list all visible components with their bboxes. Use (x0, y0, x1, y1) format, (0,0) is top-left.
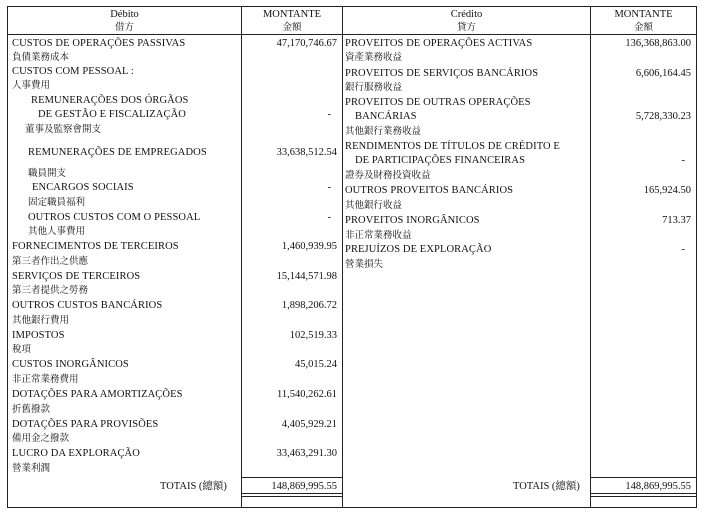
debit-label: REMUNERAÇÕES DE EMPREGADOS (28, 147, 207, 158)
credit-label: BANCÁRIAS (355, 111, 417, 122)
credit-label: DE PARTICIPAÇÕES FINANCEIRAS (355, 155, 526, 166)
credit-header (343, 8, 590, 34)
totals-bottom-line (590, 496, 696, 497)
credit-label: PROVEITOS DE SERVIÇOS BANCÁRIOS (345, 68, 539, 79)
debit-totals-label: TOTAIS (總額) (160, 481, 227, 492)
credit-label-zh: 資產業務收益 (345, 52, 403, 63)
debit-amount: 1,460,939.95 (281, 241, 337, 252)
debit-label-zh: 其他人事費用 (28, 226, 86, 237)
credit-amount: 6,606,164.45 (635, 68, 691, 79)
credit-amount: 5,728,330.23 (635, 111, 691, 122)
debit-label: OUTROS CUSTOS BANCÁRIOS (12, 300, 163, 311)
debit-label-zh: 負債業務成本 (12, 52, 70, 63)
amount-header-pt: MONTANTE (614, 9, 673, 20)
credit-label-zh: 銀行服務收益 (345, 82, 403, 93)
debit-amount: 15,144,571.98 (276, 271, 337, 282)
col-divider (241, 7, 242, 507)
debit-amount: 33,463,291.30 (276, 448, 337, 459)
col-divider (590, 7, 591, 507)
credit-label: PREJUÍZOS DE EXPLORAÇÃO (345, 244, 492, 255)
credit-label: RENDIMENTOS DE TÍTULOS DE CRÉDITO E (345, 141, 560, 152)
debit-amount: 102,519.33 (289, 330, 337, 341)
credit-label-zh: 非正常業務收益 (345, 230, 412, 241)
debit-label-zh: 職員開支 (28, 168, 67, 179)
totals-top-line (241, 477, 342, 478)
credit-label-zh: 證券及財務投資收益 (345, 170, 431, 181)
debit-header (8, 8, 241, 34)
credit-label-zh: 其他銀行業務收益 (345, 126, 422, 137)
debit-label-zh: 備用金之撥款 (12, 433, 70, 444)
credit-amount: 136,368,863.00 (625, 38, 691, 49)
debit-label: DOTAÇÕES PARA AMORTIZAÇÕES (12, 389, 183, 400)
debit-label-zh: 董事及監察會開支 (25, 124, 102, 135)
credit-label: PROVEITOS INORGÂNICOS (345, 215, 480, 226)
credit-amount: 165,924.50 (643, 185, 691, 196)
debit-amount: 4,405,929.21 (281, 419, 337, 430)
credit-amount: - (681, 155, 685, 166)
totals-top-line (590, 477, 696, 478)
amount-header-zh: 金額 (633, 22, 653, 33)
credit-totals-amount: 148,869,995.55 (625, 481, 691, 492)
debit-label: FORNECIMENTOS DE TERCEIROS (12, 241, 179, 252)
debit-amount: 33,638,512.54 (276, 147, 337, 158)
debit-amount-header (242, 8, 342, 34)
debit-label: SERVIÇOS DE TERCEIROS (12, 271, 141, 282)
credit-label: PROVEITOS DE OUTRAS OPERAÇÕES (345, 97, 531, 108)
debit-amount: - (327, 212, 331, 223)
debit-amount: 11,540,262.61 (277, 389, 337, 400)
totals-bottom-line (241, 496, 342, 497)
debit-totals-amount: 148,869,995.55 (271, 481, 337, 492)
debit-amount: 45,015.24 (295, 359, 337, 370)
debit-label: REMUNERAÇÕES DOS ÓRGÃOS (31, 95, 189, 106)
income-statement-table (7, 6, 697, 508)
debit-label-zh: 折舊撥款 (12, 404, 51, 415)
col-divider (342, 7, 343, 507)
debit-label: OUTROS CUSTOS COM O PESSOAL (28, 212, 201, 223)
credit-header-zh: 貸方 (456, 22, 476, 33)
header-divider (8, 34, 696, 35)
credit-amount-header (591, 8, 696, 34)
debit-label-zh: 其他銀行費用 (12, 315, 70, 326)
totals-bottom-line (590, 493, 696, 494)
credit-label-zh: 其他銀行收益 (345, 200, 403, 211)
credit-label-zh: 營業損失 (345, 259, 384, 270)
debit-label: DE GESTÃO E FISCALIZAÇÃO (38, 109, 186, 120)
debit-label: LUCRO DA EXPLORAÇÃO (12, 448, 140, 459)
debit-label: CUSTOS DE OPERAÇÕES PASSIVAS (12, 38, 186, 49)
credit-label: OUTROS PROVEITOS BANCÁRIOS (345, 185, 514, 196)
credit-header-pt: Crédito (450, 9, 483, 20)
credit-amount: 713.37 (662, 215, 691, 226)
credit-totals-label: TOTAIS (總額) (513, 481, 580, 492)
debit-label: CUSTOS COM PESSOAL : (12, 66, 134, 77)
debit-header-pt: Débito (110, 9, 139, 20)
debit-label-zh: 稅項 (12, 344, 32, 355)
debit-label-zh: 營業利潤 (12, 463, 51, 474)
debit-label: ENCARGOS SOCIAIS (32, 182, 134, 193)
credit-label: PROVEITOS DE OPERAÇÕES ACTIVAS (345, 38, 533, 49)
totals-bottom-line (241, 493, 342, 494)
debit-label: DOTAÇÕES PARA PROVISÕES (12, 419, 159, 430)
debit-label: IMPOSTOS (12, 330, 65, 341)
amount-header-pt: MONTANTE (262, 9, 322, 20)
debit-amount: 1,898,206.72 (281, 300, 337, 311)
credit-amount: - (681, 244, 685, 255)
debit-label-zh: 非正常業務費用 (12, 374, 79, 385)
debit-label-zh: 人事費用 (12, 80, 51, 91)
debit-label: CUSTOS INORGÂNICOS (12, 359, 129, 370)
debit-label-zh: 固定職員福利 (28, 197, 86, 208)
debit-label-zh: 第三者作出之供應 (12, 256, 89, 267)
debit-header-zh: 借方 (114, 22, 134, 33)
debit-amount: 47,170,746.67 (276, 38, 337, 49)
debit-amount: - (327, 182, 331, 193)
debit-label-zh: 第三者提供之勞務 (12, 285, 89, 296)
debit-amount: - (327, 109, 331, 120)
amount-header-zh: 金額 (282, 22, 302, 33)
